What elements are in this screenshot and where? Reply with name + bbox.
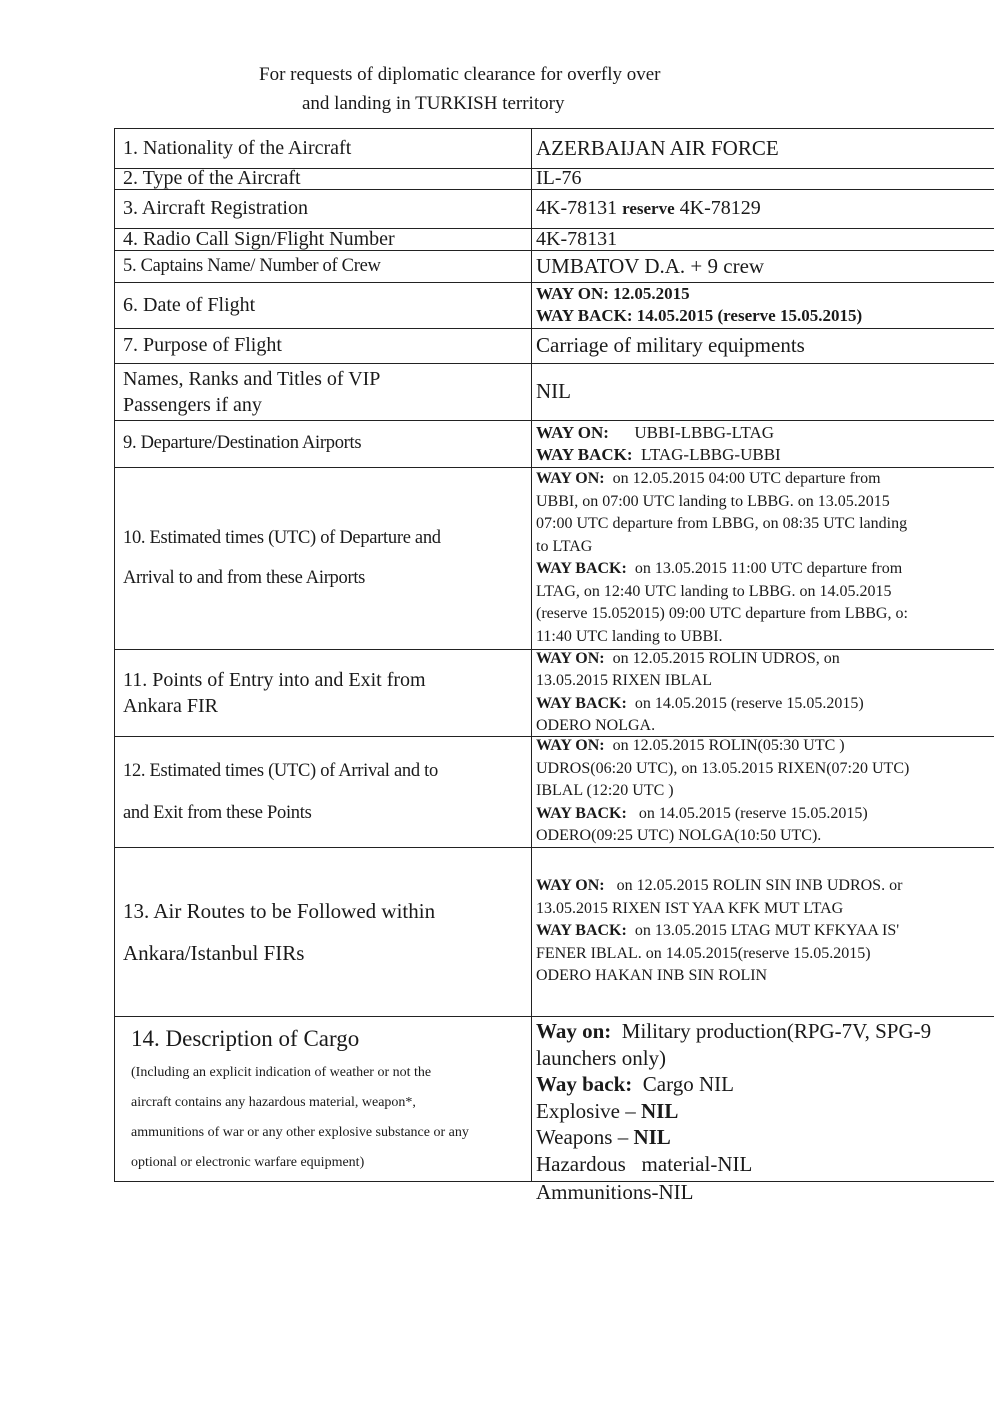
row-vip-passengers (114, 363, 994, 421)
row-label (114, 363, 532, 420)
value-line: 13.05.2015 RIXEN IBLAL (536, 672, 712, 689)
cargo-heading: 14. Description of Cargo (131, 1026, 360, 1051)
row-label (114, 847, 532, 1016)
row-value (532, 847, 994, 1016)
row-label: 7. Purpose of Flight (114, 328, 532, 363)
row-airports (114, 420, 994, 468)
row-registration (114, 189, 994, 229)
header-line-1: For requests of diplomatic clearance for overfly over (259, 64, 661, 85)
row-purpose (114, 328, 994, 364)
way-on-label: WAY ON: (536, 470, 605, 487)
value-line: on 12.05.2015 ROLIN SIN INB UDROS. or (604, 877, 903, 895)
row-value: UMBATOV D.A. + 9 crew (536, 253, 765, 278)
value-line: on 13.05.2015 LTAG MUT KFKYAA IS' (626, 922, 900, 940)
label-line-1: 11. Points of Entry into and Exit from (123, 668, 426, 691)
label-line-2: Arrival to and from these Airports (123, 568, 366, 588)
row-label: 6. Date of Flight (114, 282, 532, 328)
cargo-note-line: (Including an explicit indication of weather or not the (131, 1065, 432, 1080)
cargo-note-line: aircraft contains any hazardous material, weapon*, (131, 1095, 416, 1110)
label-line-1: Names, Ranks and Titles of VIP (123, 367, 381, 390)
value-line: ODERO(09:25 UTC) NOLGA(10:50 UTC). (536, 827, 822, 845)
row-label (114, 649, 532, 736)
value-line: LTAG, on 12:40 UTC landing to LBBG. on 14.05.2015 (536, 582, 892, 600)
way-on-date: WAY ON: 12.05.2015 (536, 284, 690, 303)
row-label: 4. Radio Call Sign/Flight Number (114, 228, 532, 250)
value-line: UDROS(06:20 UTC), on 13.05.2015 RIXEN(07:20 UTC) (536, 759, 910, 777)
row-value (532, 467, 994, 649)
row-value (532, 649, 994, 736)
row-label: 9. Departure/Destination Airports (114, 420, 532, 467)
row-label: 2. Type of the Aircraft (114, 167, 532, 189)
row-label (114, 1016, 532, 1181)
label-line-1: 13. Air Routes to be Followed within (123, 898, 436, 923)
row-value: Carriage of military equipments (536, 333, 805, 357)
row-estimated-times-airports (114, 467, 994, 650)
value-line: IBLAL (12:20 UTC ) (536, 782, 674, 800)
way-on-label: WAY ON: (536, 422, 609, 442)
value-line: ODERO HAKAN INB SIN ROLIN (536, 967, 768, 985)
registration-primary: 4K-78131 (536, 197, 623, 219)
way-back-label: WAY BACK: (536, 444, 633, 464)
way-back-label: WAY BACK: (536, 804, 627, 822)
value-line: on 14.05.2015 (reserve 15.05.2015) (626, 804, 868, 822)
cargo-note-line: optional or electronic warfare equipment) (131, 1155, 365, 1170)
value-line: Hazardous material-NIL (536, 1151, 753, 1176)
row-nationality (114, 128, 994, 169)
row-value (532, 282, 994, 328)
value-line: on 13.05.2015 11:00 UTC departure from (626, 560, 903, 577)
value-line: on 14.05.2015 (reserve 15.05.2015) (626, 694, 864, 712)
label-line-1: 10. Estimated times (UTC) of Departure and (123, 528, 441, 548)
row-label: 3. Aircraft Registration (114, 189, 532, 228)
label-line-2: Passengers if any (123, 393, 262, 416)
row-label (114, 736, 532, 847)
way-back-label: WAY BACK: (536, 560, 627, 577)
value-line: Weapons – (536, 1125, 634, 1149)
way-back-label: Way back: (536, 1072, 633, 1096)
value-line: on 12.05.2015 04:00 UTC departure from (604, 470, 881, 487)
value-line: on 12.05.2015 ROLIN(05:30 UTC ) (604, 737, 845, 755)
row-estimated-times-points (114, 736, 994, 848)
row-value (532, 420, 994, 467)
row-call-sign (114, 228, 994, 251)
label-line-2: Ankara/Istanbul FIRs (123, 940, 305, 965)
value-line: (reserve 15.052015) 09:00 UTC departure from LBBG, o: (536, 605, 908, 622)
label-line-1: 12. Estimated times (UTC) of Arrival and to (123, 760, 438, 781)
label-line-2: Ankara FIR (123, 694, 218, 717)
value-line: launchers only) (536, 1045, 667, 1070)
way-back-date: WAY BACK: 14.05.2015 (reserve 15.05.2015) (536, 306, 863, 325)
row-cargo-description (114, 1016, 994, 1182)
row-value: NIL (536, 379, 571, 403)
value-line: UBBI, on 07:00 UTC landing to LBBG. on 13.05.2015 (536, 492, 890, 510)
row-value (532, 736, 994, 847)
row-entry-exit-points (114, 649, 994, 737)
row-aircraft-type (114, 167, 994, 190)
way-back-route: LTAG-LBBG-UBBI (632, 444, 781, 464)
value-line: FENER IBLAL. on 14.05.2015(reserve 15.05.2015) (536, 944, 871, 962)
row-air-routes (114, 847, 994, 1017)
way-on-label: WAY ON: (536, 737, 605, 755)
way-back-label: WAY BACK: (536, 694, 627, 712)
row-value: 4K-78131 (536, 228, 618, 250)
nil-value: NIL (633, 1125, 671, 1149)
row-captain (114, 250, 994, 283)
row-value: IL-76 (536, 167, 582, 189)
row-label (114, 467, 532, 649)
value-line: 07:00 UTC departure from LBBG, on 08:35 UTC landing (536, 515, 908, 532)
way-on-route: UBBI-LBBG-LTAG (608, 422, 775, 442)
value-line: on 12.05.2015 ROLIN UDROS, on (604, 649, 840, 667)
row-value (532, 189, 994, 228)
row-value: AZERBAIJAN AIR FORCE (536, 136, 779, 160)
header-line-2: and landing in TURKISH territory (302, 93, 565, 114)
row-date-of-flight (114, 282, 994, 329)
way-on-label: Way on: (536, 1019, 612, 1043)
nil-value: NIL (641, 1098, 679, 1123)
value-line: ODERO NOLGA. (536, 717, 656, 734)
value-line: Cargo NIL (632, 1072, 734, 1096)
row-value (532, 1016, 994, 1181)
value-line: Explosive – (536, 1098, 641, 1123)
value-line: 13.05.2015 RIXEN IST YAA KFK MUT LTAG (536, 899, 844, 917)
registration-reserve-label: reserve (622, 199, 675, 218)
row-label: 1. Nationality of the Aircraft (114, 129, 532, 168)
value-line: to LTAG (536, 537, 593, 555)
cargo-overflow-line: Ammunitions-NIL (536, 1180, 694, 1204)
way-on-label: WAY ON: (536, 877, 605, 895)
way-back-label: WAY BACK: (536, 922, 627, 940)
way-on-label: WAY ON: (536, 649, 605, 667)
value-line: Military production(RPG-7V, SPG-9 (611, 1019, 932, 1043)
registration-reserve: 4K-78129 (674, 197, 761, 219)
value-line: 11:40 UTC landing to UBBI. (536, 627, 723, 645)
label-line-2: and Exit from these Points (123, 802, 312, 823)
row-label: 5. Captains Name/ Number of Crew (114, 250, 532, 282)
cargo-note-line: ammunitions of war or any other explosive substance or any (131, 1125, 469, 1140)
